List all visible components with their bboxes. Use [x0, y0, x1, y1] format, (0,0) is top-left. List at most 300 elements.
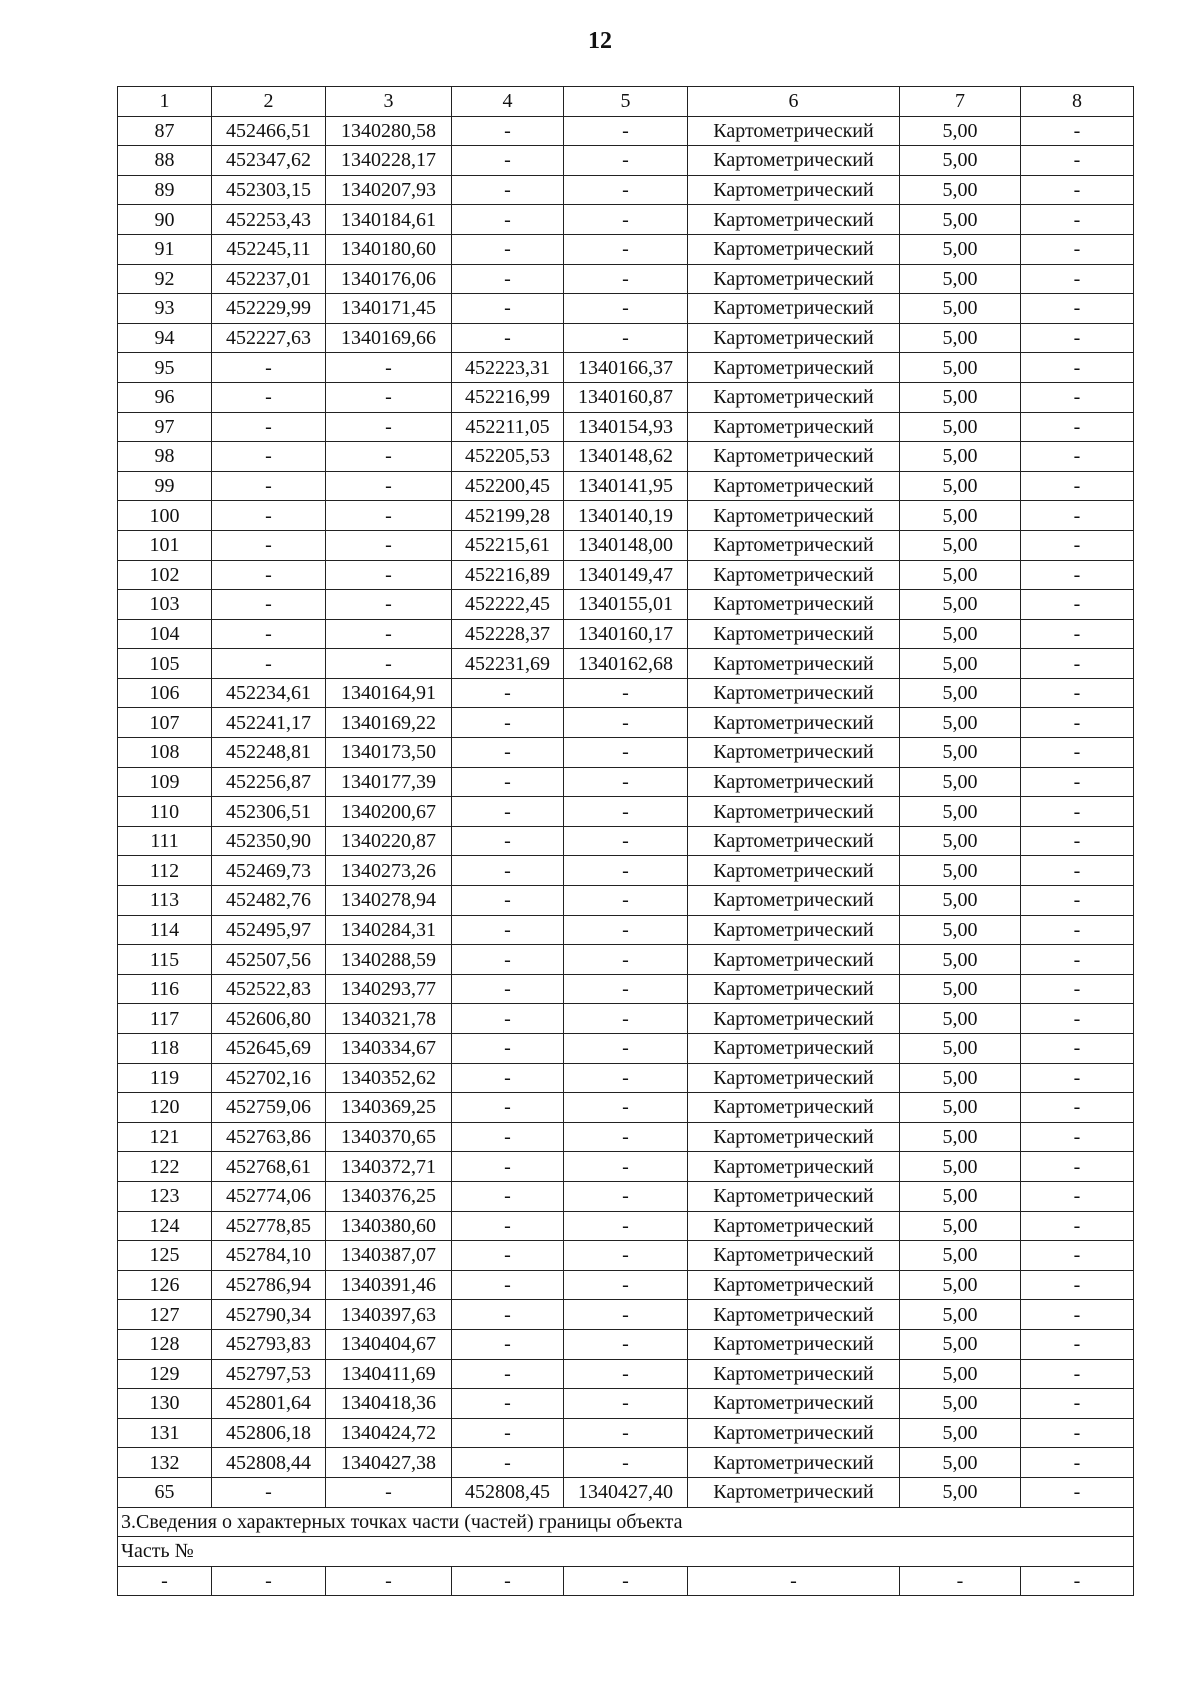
table-cell: 452211,05 — [452, 412, 564, 442]
table-cell: - — [452, 767, 564, 797]
table-cell: - — [564, 1418, 688, 1448]
table-cell: Картометрический — [688, 146, 900, 176]
table-cell: 1340141,95 — [564, 471, 688, 501]
table-cell: 5,00 — [900, 323, 1021, 353]
table-cell: 90 — [118, 205, 212, 235]
table-cell: 132 — [118, 1448, 212, 1478]
table-row — [118, 501, 1134, 531]
section-3-title: 3.Сведения о характерных точках части (частей) границы объекта — [118, 1507, 1134, 1537]
table-row — [118, 1241, 1134, 1271]
table-cell: 452466,51 — [212, 116, 326, 146]
table-cell: 452245,11 — [212, 234, 326, 264]
table-row — [118, 945, 1134, 975]
table-cell: 5,00 — [900, 1063, 1021, 1093]
table-cell: - — [564, 945, 688, 975]
table-cell: 128 — [118, 1329, 212, 1359]
table-header-row — [118, 87, 1134, 117]
table-cell: - — [1021, 501, 1134, 531]
table-cell: 5,00 — [900, 175, 1021, 205]
table-cell: 5,00 — [900, 1241, 1021, 1271]
table-cell: - — [564, 1211, 688, 1241]
table-cell: 1340180,60 — [326, 234, 452, 264]
table-cell: - — [1021, 353, 1134, 383]
table-cell: 102 — [118, 560, 212, 590]
table-cell: 452205,53 — [452, 442, 564, 472]
table-row — [118, 826, 1134, 856]
table-cell: 1340370,65 — [326, 1122, 452, 1152]
table-row — [118, 205, 1134, 235]
column-header: 4 — [452, 87, 564, 117]
table-row — [118, 1359, 1134, 1389]
table-cell: 452469,73 — [212, 856, 326, 886]
table-cell: 99 — [118, 471, 212, 501]
table-cell: 93 — [118, 294, 212, 324]
table-cell: - — [564, 767, 688, 797]
table-cell: - — [452, 234, 564, 264]
table-cell: 452256,87 — [212, 767, 326, 797]
column-header: 2 — [212, 87, 326, 117]
table-cell: 1340321,78 — [326, 1004, 452, 1034]
table-cell: 116 — [118, 974, 212, 1004]
table-cell: 65 — [118, 1477, 212, 1507]
table-cell: 452801,64 — [212, 1389, 326, 1419]
table-cell: - — [452, 1359, 564, 1389]
table-cell: - — [326, 590, 452, 620]
table-cell: - — [452, 1004, 564, 1034]
table-cell: 452808,45 — [452, 1477, 564, 1507]
table-cell: - — [452, 915, 564, 945]
table-cell: Картометрический — [688, 1359, 900, 1389]
table-cell: - — [1021, 234, 1134, 264]
table-cell: 5,00 — [900, 442, 1021, 472]
table-row — [118, 175, 1134, 205]
table-cell: 1340278,94 — [326, 886, 452, 916]
table-cell: - — [1021, 738, 1134, 768]
table-cell: - — [564, 1241, 688, 1271]
table-cell: 5,00 — [900, 1093, 1021, 1123]
table-cell: - — [1021, 1152, 1134, 1182]
table-cell: 452350,90 — [212, 826, 326, 856]
table-cell: 452223,31 — [452, 353, 564, 383]
table-cell: Картометрический — [688, 530, 900, 560]
table-cell: 5,00 — [900, 1389, 1021, 1419]
table-cell: 94 — [118, 323, 212, 353]
table-cell: - — [564, 886, 688, 916]
table-cell: - — [564, 738, 688, 768]
table-cell: - — [1021, 826, 1134, 856]
table-cell: 113 — [118, 886, 212, 916]
table-cell: Картометрический — [688, 886, 900, 916]
table-cell: - — [564, 856, 688, 886]
table-cell: - — [326, 1566, 452, 1596]
table-cell: 452227,63 — [212, 323, 326, 353]
table-cell: - — [452, 738, 564, 768]
table-cell: 1340184,61 — [326, 205, 452, 235]
table-cell: 131 — [118, 1418, 212, 1448]
table-cell: - — [326, 471, 452, 501]
table-cell: 1340273,26 — [326, 856, 452, 886]
table-cell: - — [1021, 1300, 1134, 1330]
table-cell: - — [452, 1152, 564, 1182]
table-cell: 1340391,46 — [326, 1270, 452, 1300]
table-cell: Картометрический — [688, 294, 900, 324]
table-cell: Картометрический — [688, 915, 900, 945]
table-cell: 5,00 — [900, 678, 1021, 708]
table-cell: Картометрический — [688, 412, 900, 442]
table-cell: - — [1021, 323, 1134, 353]
table-cell: 1340352,62 — [326, 1063, 452, 1093]
table-cell: - — [1021, 264, 1134, 294]
table-cell: - — [326, 1477, 452, 1507]
table-cell: 5,00 — [900, 205, 1021, 235]
table-cell: - — [1021, 708, 1134, 738]
table-cell: - — [1021, 767, 1134, 797]
table-cell: Картометрический — [688, 1300, 900, 1330]
table-cell: - — [1021, 619, 1134, 649]
table-cell: Картометрический — [688, 945, 900, 975]
table-row — [118, 1448, 1134, 1478]
table-row — [118, 1034, 1134, 1064]
table-row — [118, 1004, 1134, 1034]
table-cell: 124 — [118, 1211, 212, 1241]
table-cell: 452768,61 — [212, 1152, 326, 1182]
table-cell: 112 — [118, 856, 212, 886]
table-cell: 452200,45 — [452, 471, 564, 501]
table-cell: 5,00 — [900, 1004, 1021, 1034]
table-cell: - — [1021, 412, 1134, 442]
table-cell: Картометрический — [688, 501, 900, 531]
table-cell: Картометрический — [688, 116, 900, 146]
table-cell: - — [1021, 175, 1134, 205]
table-cell: 452253,43 — [212, 205, 326, 235]
table-cell: - — [118, 1566, 212, 1596]
table-cell: 103 — [118, 590, 212, 620]
table-cell: - — [452, 1270, 564, 1300]
table-cell: 97 — [118, 412, 212, 442]
table-cell: - — [1021, 856, 1134, 886]
table-cell: 1340404,67 — [326, 1329, 452, 1359]
table-cell: 452778,85 — [212, 1211, 326, 1241]
table-cell: 1340387,07 — [326, 1241, 452, 1271]
table-cell: 452231,69 — [452, 649, 564, 679]
table-cell: - — [212, 1477, 326, 1507]
table-cell: Картометрический — [688, 1418, 900, 1448]
table-cell: - — [564, 116, 688, 146]
table-cell: - — [452, 856, 564, 886]
column-header: 5 — [564, 87, 688, 117]
table-cell: - — [326, 560, 452, 590]
table-row — [118, 442, 1134, 472]
table-cell: 452797,53 — [212, 1359, 326, 1389]
table-cell: 106 — [118, 678, 212, 708]
table-cell: 101 — [118, 530, 212, 560]
table-row — [118, 1063, 1134, 1093]
table-cell: - — [688, 1566, 900, 1596]
table-cell: 95 — [118, 353, 212, 383]
table-cell: Картометрический — [688, 353, 900, 383]
table-cell: 1340148,62 — [564, 442, 688, 472]
table-row — [118, 1418, 1134, 1448]
table-cell: - — [452, 974, 564, 1004]
table-cell: - — [1021, 1063, 1134, 1093]
table-cell: 5,00 — [900, 1270, 1021, 1300]
table-cell: Картометрический — [688, 1093, 900, 1123]
table-cell: - — [1021, 1448, 1134, 1478]
table-row — [118, 1181, 1134, 1211]
table-cell: - — [564, 205, 688, 235]
table-cell: 452495,97 — [212, 915, 326, 945]
table-cell: Картометрический — [688, 1034, 900, 1064]
table-cell: - — [1021, 442, 1134, 472]
table-cell: Картометрический — [688, 856, 900, 886]
table-cell: - — [564, 1034, 688, 1064]
table-cell: 452702,16 — [212, 1063, 326, 1093]
table-cell: - — [1021, 1181, 1134, 1211]
table-cell: 5,00 — [900, 1418, 1021, 1448]
table-cell: Картометрический — [688, 175, 900, 205]
table-cell: 1340424,72 — [326, 1418, 452, 1448]
table-row — [118, 1122, 1134, 1152]
table-cell: - — [564, 826, 688, 856]
table-row — [118, 353, 1134, 383]
table-cell: - — [564, 1122, 688, 1152]
table-cell: - — [1021, 797, 1134, 827]
column-header: 7 — [900, 87, 1021, 117]
table-cell: - — [1021, 1389, 1134, 1419]
table-cell: - — [1021, 1418, 1134, 1448]
table-cell: - — [1021, 1122, 1134, 1152]
table-cell: 89 — [118, 175, 212, 205]
table-cell: Картометрический — [688, 264, 900, 294]
table-cell: 91 — [118, 234, 212, 264]
table-cell: - — [326, 649, 452, 679]
table-cell: - — [452, 945, 564, 975]
table-cell: Картометрический — [688, 767, 900, 797]
table-cell: - — [1021, 1329, 1134, 1359]
table-cell: - — [452, 1418, 564, 1448]
table-cell: 114 — [118, 915, 212, 945]
table-cell: 1340169,22 — [326, 708, 452, 738]
table-cell: 108 — [118, 738, 212, 768]
table-cell: 115 — [118, 945, 212, 975]
table-cell: 110 — [118, 797, 212, 827]
table-cell: - — [1021, 560, 1134, 590]
table-cell: - — [212, 471, 326, 501]
table-cell: - — [564, 1063, 688, 1093]
table-cell: 5,00 — [900, 294, 1021, 324]
table-row — [118, 797, 1134, 827]
table-cell: 452216,89 — [452, 560, 564, 590]
table-row — [118, 264, 1134, 294]
table-cell: 452228,37 — [452, 619, 564, 649]
table-cell: 1340200,67 — [326, 797, 452, 827]
part-label: Часть № — [118, 1537, 1134, 1567]
table-cell: 1340166,37 — [564, 353, 688, 383]
table-cell: - — [452, 1300, 564, 1330]
table-cell: Картометрический — [688, 1211, 900, 1241]
table-cell: - — [326, 501, 452, 531]
table-cell: 5,00 — [900, 1448, 1021, 1478]
table-cell: 1340397,63 — [326, 1300, 452, 1330]
table-cell: 452222,45 — [452, 590, 564, 620]
table-cell: 1340154,93 — [564, 412, 688, 442]
table-cell: - — [212, 590, 326, 620]
table-cell: 109 — [118, 767, 212, 797]
table-cell: - — [564, 234, 688, 264]
table-cell: 452806,18 — [212, 1418, 326, 1448]
table-row — [118, 116, 1134, 146]
table-cell: - — [452, 1093, 564, 1123]
table-cell: - — [212, 619, 326, 649]
table-cell: - — [1021, 945, 1134, 975]
table-cell: 5,00 — [900, 530, 1021, 560]
table-cell: Картометрический — [688, 1241, 900, 1271]
table-cell: 1340293,77 — [326, 974, 452, 1004]
table-cell: 1340228,17 — [326, 146, 452, 176]
table-cell: 5,00 — [900, 826, 1021, 856]
table-cell: 1340173,50 — [326, 738, 452, 768]
table-cell: 1340284,31 — [326, 915, 452, 945]
table-cell: - — [1021, 116, 1134, 146]
table-cell: 1340169,66 — [326, 323, 452, 353]
table-cell: - — [1021, 974, 1134, 1004]
table-cell: - — [564, 915, 688, 945]
table-cell: - — [564, 1181, 688, 1211]
table-cell: 1340427,40 — [564, 1477, 688, 1507]
table-row — [118, 678, 1134, 708]
table-cell: - — [1021, 1093, 1134, 1123]
table-cell: - — [452, 1241, 564, 1271]
column-header: 1 — [118, 87, 212, 117]
table-cell: Картометрический — [688, 678, 900, 708]
table-cell: 452645,69 — [212, 1034, 326, 1064]
table-cell: Картометрический — [688, 1004, 900, 1034]
table-cell: 452759,06 — [212, 1093, 326, 1123]
table-cell: Картометрический — [688, 826, 900, 856]
table-row — [118, 738, 1134, 768]
table-cell: Картометрический — [688, 382, 900, 412]
table-cell: 452234,61 — [212, 678, 326, 708]
table-cell: - — [326, 382, 452, 412]
table-cell: - — [564, 974, 688, 1004]
table-row — [118, 234, 1134, 264]
table-cell: 5,00 — [900, 560, 1021, 590]
part-label-row — [118, 1537, 1134, 1567]
table-cell: 5,00 — [900, 382, 1021, 412]
table-cell: 126 — [118, 1270, 212, 1300]
table-cell: - — [212, 530, 326, 560]
table-cell: 452215,61 — [452, 530, 564, 560]
table-cell: - — [452, 708, 564, 738]
table-cell: 130 — [118, 1389, 212, 1419]
table-cell: 5,00 — [900, 797, 1021, 827]
table-cell: 92 — [118, 264, 212, 294]
table-cell: - — [1021, 530, 1134, 560]
table-cell: - — [564, 175, 688, 205]
table-cell: - — [564, 323, 688, 353]
table-cell: - — [564, 1448, 688, 1478]
table-cell: 1340164,91 — [326, 678, 452, 708]
column-header: 6 — [688, 87, 900, 117]
table-row — [118, 1329, 1134, 1359]
table-cell: 452522,83 — [212, 974, 326, 1004]
table-row — [118, 1211, 1134, 1241]
table-cell: - — [1021, 294, 1134, 324]
table-cell: - — [564, 1270, 688, 1300]
table-cell: 5,00 — [900, 471, 1021, 501]
table-cell: 5,00 — [900, 412, 1021, 442]
table-cell: Картометрический — [688, 1063, 900, 1093]
table-cell: - — [452, 294, 564, 324]
table-row — [118, 708, 1134, 738]
table-cell: - — [326, 412, 452, 442]
table-row — [118, 915, 1134, 945]
table-cell: - — [1021, 1004, 1134, 1034]
table-cell: 120 — [118, 1093, 212, 1123]
table-cell: - — [1021, 382, 1134, 412]
table-cell: 1340160,17 — [564, 619, 688, 649]
table-cell: 5,00 — [900, 590, 1021, 620]
table-cell: - — [564, 1300, 688, 1330]
table-cell: 127 — [118, 1300, 212, 1330]
table-cell: 1340280,58 — [326, 116, 452, 146]
table-cell: 1340148,00 — [564, 530, 688, 560]
table-cell: - — [1021, 649, 1134, 679]
table-cell: 1340149,47 — [564, 560, 688, 590]
table-row — [118, 471, 1134, 501]
table-cell: - — [564, 294, 688, 324]
table-cell: - — [212, 442, 326, 472]
table-row — [118, 412, 1134, 442]
table-cell: 125 — [118, 1241, 212, 1271]
table-cell: - — [900, 1566, 1021, 1596]
table-cell: - — [1021, 886, 1134, 916]
table-cell: - — [326, 442, 452, 472]
table-cell: - — [212, 1566, 326, 1596]
table-cell: 452808,44 — [212, 1448, 326, 1478]
table-row — [118, 1300, 1134, 1330]
table-cell: - — [452, 1122, 564, 1152]
table-cell: 452237,01 — [212, 264, 326, 294]
table-cell: - — [452, 323, 564, 353]
table-cell: Картометрический — [688, 1389, 900, 1419]
table-cell: Картометрический — [688, 1270, 900, 1300]
table-row — [118, 619, 1134, 649]
table-cell: - — [452, 797, 564, 827]
table-cell: 129 — [118, 1359, 212, 1389]
table-cell: 100 — [118, 501, 212, 531]
table-cell: 111 — [118, 826, 212, 856]
table-cell: - — [326, 353, 452, 383]
table-cell: 1340418,36 — [326, 1389, 452, 1419]
table-cell: Картометрический — [688, 708, 900, 738]
table-cell: - — [452, 264, 564, 294]
characteristic-points-table — [117, 86, 1134, 1596]
table-cell: 1340160,87 — [564, 382, 688, 412]
table-cell: 5,00 — [900, 915, 1021, 945]
table-cell: - — [452, 116, 564, 146]
table-cell: - — [452, 1211, 564, 1241]
table-cell: - — [452, 146, 564, 176]
table-cell: 105 — [118, 649, 212, 679]
table-cell: - — [326, 619, 452, 649]
table-cell: - — [564, 1152, 688, 1182]
table-row — [118, 294, 1134, 324]
table-row — [118, 856, 1134, 886]
table-cell: 88 — [118, 146, 212, 176]
table-cell: 5,00 — [900, 1300, 1021, 1330]
table-cell: 107 — [118, 708, 212, 738]
